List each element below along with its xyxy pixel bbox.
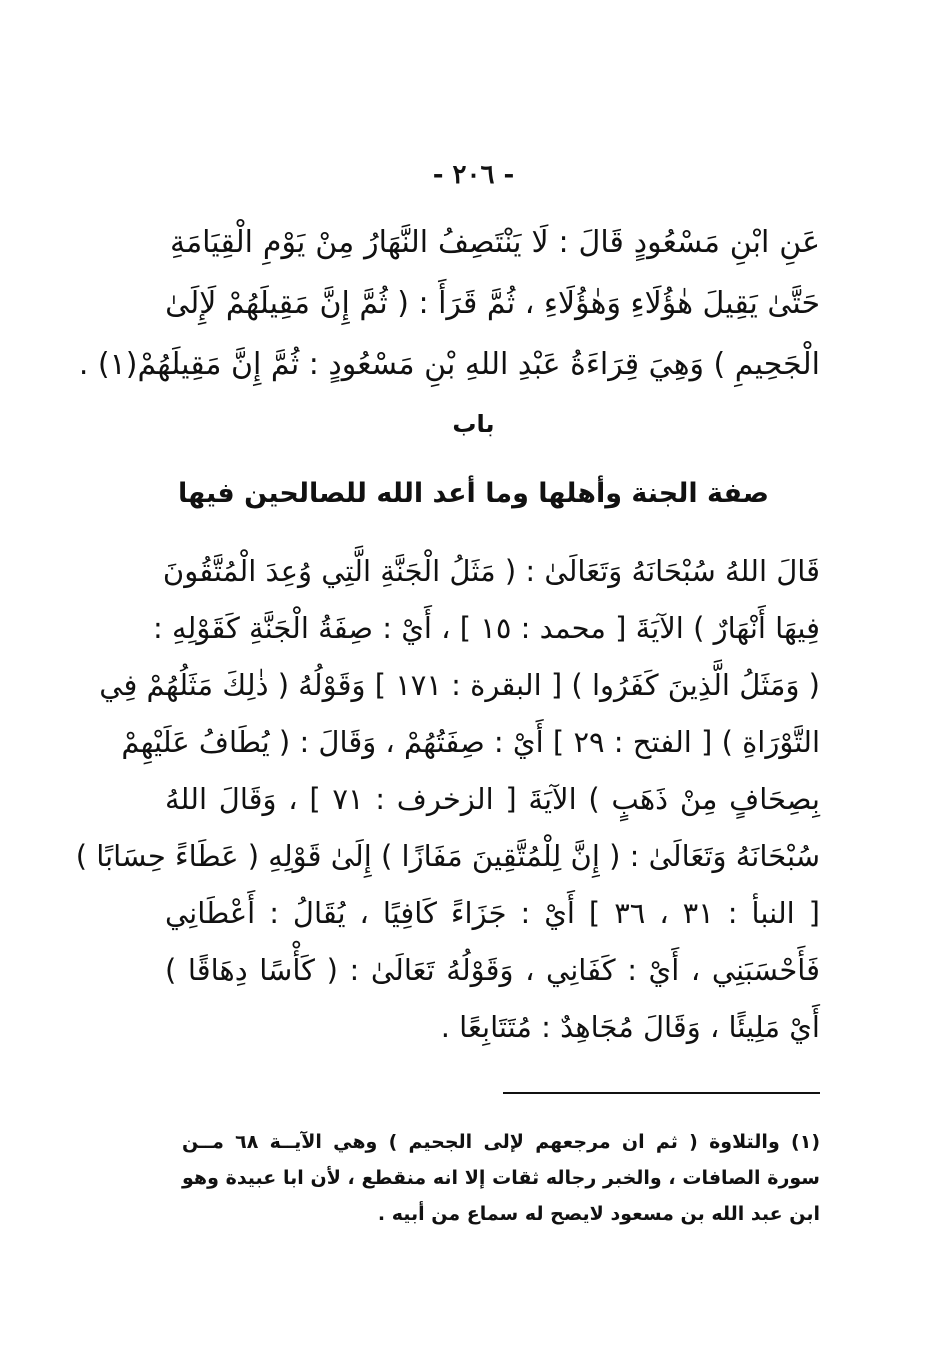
text-line: [ النبأ : ٣١ ، ٣٦ ] أَيْ : جَزَاءً كَافِيًا ، يُقَالُ : أَعْطَانِي	[165, 896, 820, 930]
text-line: قَالَ اللهُ سُبْحَانَهُ وَتَعَالَىٰ : ( مَثَلُ الْجَنَّةِ الَّتِي وُعِدَ الْمُتَّقُونَ	[162, 554, 820, 588]
text-line: الْجَحِيمِ ) وَهِيَ قِرَاءَةُ عَبْدِ اللهِ بْنِ مَسْعُودٍ : ثُمَّ إِنَّ مَقِيلَهُمْ(١) .	[78, 347, 820, 382]
chapter-title: صفة الجنة وأهلها وما أعد الله للصالحين فيها	[178, 478, 769, 509]
text-line: عَنِ ابْنِ مَسْعُودٍ قَالَ : لَا يَنْتَصِفُ النَّهَارُ مِنْ يَوْمِ الْقِيَامَةِ	[170, 225, 820, 260]
text-line: فِيهَا أَنْهَارٌ ) الآيَةَ [ محمد : ١٥ ] ، أَيْ : صِفَةُ الْجَنَّةِ كَقَوْلِهِ :	[152, 611, 820, 645]
text-line: فَأَحْسَبَنِي ، أَيْ : كَفَانِي ، وَقَوْلُهُ تَعَالَىٰ : ( كَأْسًا دِهَاقًا )	[165, 953, 820, 987]
text-line: أَيْ مَلِيئًا ، وَقَالَ مُجَاهِدٌ : مُتَتَابِعًا .	[440, 1010, 820, 1044]
footnote-line: (١) والتلاوة ( ثم ان مرجعهم لإلى الجحيم ) وهي الآيــة ٦٨ مــن	[182, 1131, 820, 1153]
text-line: حَتَّىٰ يَقِيلَ هٰؤُلَاءِ وَهٰؤُلَاءِ ، ثُمَّ قَرَأَ : ( ثُمَّ إِنَّ مَقِيلَهُمْ لَإِلَىٰ	[165, 286, 820, 321]
footnote-line: سورة الصافات ، والخبر رجاله ثقات إلا انه منقطع ، لأن ابا عبيدة وهو	[182, 1167, 820, 1189]
text-line: سُبْحَانَهُ وَتَعَالَىٰ : ( إِنَّ لِلْمُتَّقِينَ مَفَازًا ) إِلَىٰ قَوْلِهِ ( عَطَاءً حِسَابًا )	[75, 839, 820, 873]
text-line: التَّوْرَاةِ ) [ الفتح : ٢٩ ] أَيْ : صِفَتُهُمْ ، وَقَالَ : ( يُطَافُ عَلَيْهِمْ	[121, 725, 820, 759]
text-line: ( وَمَثَلُ الَّذِينَ كَفَرُوا ) [ البقرة : ١٧١ ] وَقَوْلُهُ ( ذٰلِكَ مَثَلُهُمْ فِي	[99, 668, 820, 702]
section-heading: باب	[452, 410, 495, 438]
intro-paragraph	[78, 212, 820, 395]
footnote	[182, 1124, 820, 1232]
text-line: بِصِحَافٍ مِنْ ذَهَبٍ ) الآيَةَ [ الزخرف : ٧١ ] ، وَقَالَ اللهُ	[165, 782, 820, 816]
main-paragraph	[75, 543, 820, 1056]
page-number: - ٢٠٦ -	[432, 160, 515, 190]
footnote-divider	[503, 1092, 820, 1094]
footnote-line: ابن عبد الله بن مسعود لايصح له سماع من أبيه .	[377, 1203, 820, 1225]
